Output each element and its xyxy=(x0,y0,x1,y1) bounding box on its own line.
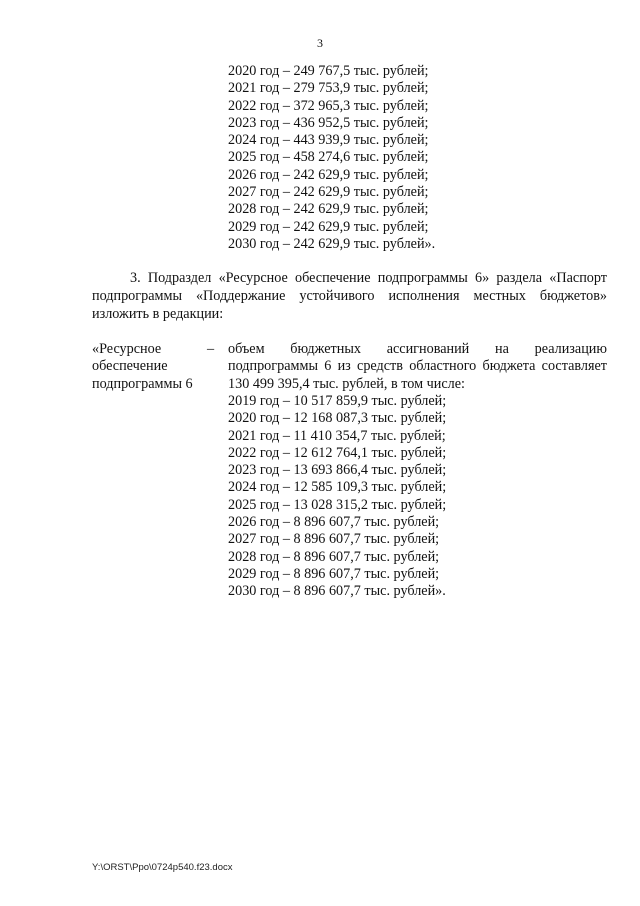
budget-year-2027: 2027 год – 8 896 607,7 тыс. рублей; xyxy=(228,531,440,548)
budget-year-2030: 2030 год – 8 896 607,7 тыс. рублей». xyxy=(228,583,446,600)
paragraph-text: 3. Подраздел «Ресурсное обеспечение подпрограммы 6» раздела «Паспорт подпрограммы «Поддержание устойчивого исполнения местных бюджетов» изложить в редакции: xyxy=(92,270,607,322)
year-line-2030: 2030 год – 242 629,9 тыс. рублей». xyxy=(228,235,436,252)
year-line-2023: 2023 год – 436 952,5 тыс. рублей; xyxy=(228,114,429,131)
budget-year-list xyxy=(228,393,446,601)
year-line-2026: 2026 год – 242 629,9 тыс. рублей; xyxy=(228,166,429,183)
year-line-2022: 2022 год – 372 965,3 тыс. рублей; xyxy=(228,97,429,114)
budget-year-2021: 2021 год – 11 410 354,7 тыс. рублей; xyxy=(228,427,446,444)
year-line-2021: 2021 год – 279 753,9 тыс. рублей; xyxy=(228,80,429,97)
year-line-2020: 2020 год – 249 767,5 тыс. рублей; xyxy=(228,63,429,79)
year-line-2024: 2024 год – 443 939,9 тыс. рублей; xyxy=(228,132,429,149)
page-number: 3 xyxy=(317,36,323,50)
year-line-2025: 2025 год – 458 274,6 тыс. рублей; xyxy=(228,149,429,166)
year-line-2028: 2028 год – 242 629,9 тыс. рублей; xyxy=(228,201,429,218)
budget-year-2026: 2026 год – 8 896 607,7 тыс. рублей; xyxy=(228,514,440,531)
resource-label: «Ресурсное обеспечение подпрограммы 6 xyxy=(92,341,193,392)
top-year-list xyxy=(228,63,435,253)
file-path-footer: Y:\ORST\Ppo\0724p540.f23.docx xyxy=(92,862,233,873)
budget-year-2022: 2022 год – 12 612 764,1 тыс. рублей; xyxy=(228,444,447,461)
budget-year-2023: 2023 год – 13 693 866,4 тыс. рублей; xyxy=(228,462,447,479)
budget-year-2019: 2019 год – 10 517 859,9 тыс. рублей; xyxy=(228,393,447,409)
label-dash: – xyxy=(207,341,215,357)
budget-year-2024: 2024 год – 12 585 109,3 тыс. рублей; xyxy=(228,479,447,496)
year-line-2027: 2027 год – 242 629,9 тыс. рублей; xyxy=(228,184,429,201)
budget-intro: объем бюджетных ассигнований на реализацию подпрограммы 6 из средств областного бюджета составляет 130 499 395,4 тыс. рублей, в том числе: xyxy=(228,341,607,392)
budget-year-2028: 2028 год – 8 896 607,7 тыс. рублей; xyxy=(228,548,440,565)
budget-year-2029: 2029 год – 8 896 607,7 тыс. рублей; xyxy=(228,565,440,582)
budget-year-2025: 2025 год – 13 028 315,2 тыс. рублей; xyxy=(228,496,447,513)
budget-year-2020: 2020 год – 12 168 087,3 тыс. рублей; xyxy=(228,410,447,427)
amendment-paragraph xyxy=(92,269,607,323)
year-line-2029: 2029 год – 242 629,9 тыс. рублей; xyxy=(228,218,429,235)
